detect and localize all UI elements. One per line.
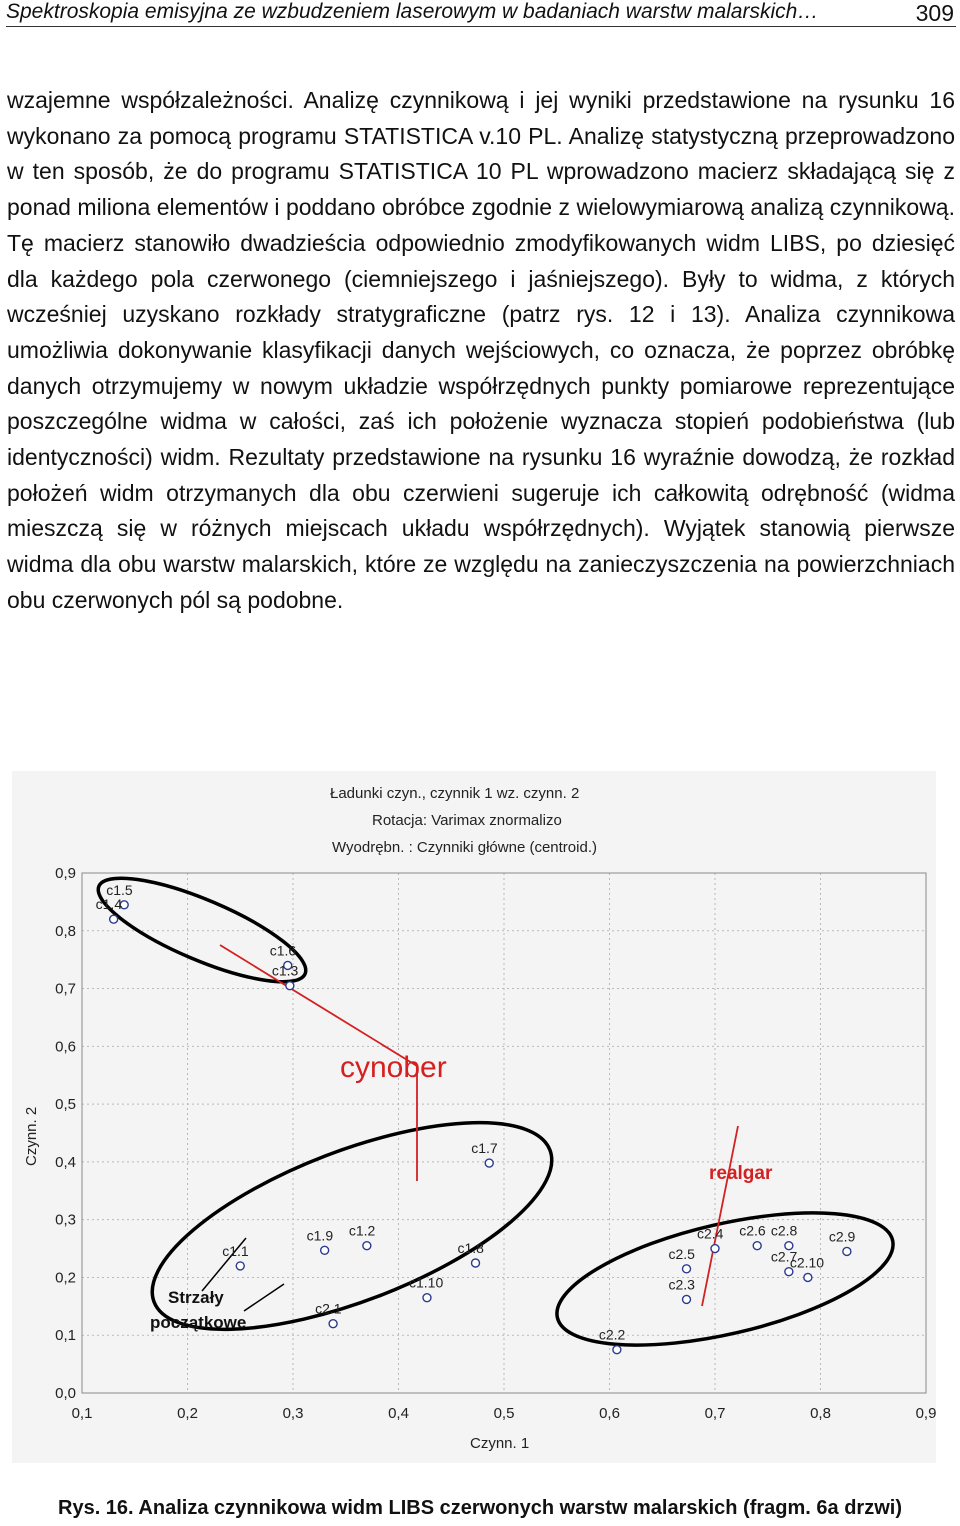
point-label: c2.6 [739, 1222, 766, 1239]
chart-title-line-2: Rotacja: Varimax znormalizo [372, 812, 562, 829]
y-tick-label: 0,7 [55, 980, 76, 998]
point-label: c2.2 [598, 1326, 626, 1343]
running-header [6, 0, 956, 27]
x-tick-label: 0,7 [704, 1405, 726, 1422]
point-label: c1.9 [306, 1227, 334, 1244]
point-label: c2.8 [770, 1222, 798, 1239]
pointer-line-cynober-1 [220, 945, 417, 1066]
y-tick-label: 0,1 [55, 1327, 76, 1345]
factor-analysis-figure [12, 771, 936, 1463]
data-point [286, 982, 294, 990]
ellipse-group-c2 [545, 1187, 905, 1372]
data-point [683, 1295, 691, 1303]
data-point [236, 1262, 244, 1270]
y-tick-label: 0,5 [55, 1096, 76, 1114]
running-title: Spektroskopia emisyjna ze wzbudzeniem laserowym w badaniach warstw malarskich… [6, 0, 819, 23]
point-label: c1.6 [269, 942, 297, 959]
page-number: 309 [915, 0, 954, 26]
y-tick-label: 0,2 [55, 1269, 76, 1287]
x-tick-label: 0,4 [388, 1405, 409, 1422]
data-point [843, 1247, 851, 1255]
y-tick-label: 0,3 [55, 1211, 76, 1229]
x-axis-label: Czynn. 1 [470, 1435, 530, 1452]
data-point [110, 915, 118, 923]
point-label: c2.7 [770, 1248, 798, 1265]
point-label: c2.10 [789, 1254, 825, 1271]
y-axis-label: Czynn. 2 [23, 1106, 40, 1166]
pointer-line-start-2 [244, 1284, 284, 1311]
point-label: c1.8 [457, 1240, 484, 1256]
x-tick-label: 0,9 [915, 1405, 936, 1422]
data-point [613, 1346, 621, 1354]
y-tick-label: 0,8 [55, 922, 76, 940]
point-label: c2.3 [668, 1276, 695, 1293]
x-tick-label: 0,1 [71, 1405, 93, 1422]
data-point [363, 1242, 371, 1250]
scatter-chart [12, 771, 936, 1463]
y-tick-label: 0,9 [55, 865, 76, 882]
x-tick-label: 0,2 [177, 1405, 198, 1422]
point-label: c1.10 [408, 1274, 444, 1291]
body-paragraph: wzajemne współzależności. Analizę czynnikową i jej wyniki przedstawione na rysunku 16 wykonano za pomocą programu STATISTICA v.10 PL. Analizę statystyczną przeprowadzono w ten sposób, że do programu STATISTICA 10 PL wprowadzono macierz składającą się z ponad miliona elementów i poddano obróbce zgodnie z wielowymiarową analizą czynnikową. Tę macierz stanowiło dwadzieścia odpowiednio zmodyfikowanych widm LIBS, po dziesięć dla każdego pola czerwonego (ciemniejszego i jaśniejszego). Były to widma, z których wcześniej uzyskano rozkłady stratygraficzne (patrz rys. 12 i 13). Analiza czynnikowa umożliwia dokonywanie klasyfikacji danych wejściowych, co oznacza, że poprzez obróbkę danych otrzymujemy w nowym układzie współrzędnych punkty pomiarowe reprezentujące poszczególne widma w całości, zaś ich położenie wyznacza stopień podobieństwa (lub identyczności) widm. Rezultaty przedstawione na rysunku 16 wyraźnie dowodzą, że rozkład położeń widm otrzymanych dla obu czerwieni sugeruje ich całkowitą odrębność (widma mieszczą się w różnych miejscach układu współrzędnych). Wyjątek stanowią pierwsze widma dla obu warstw malarskich, które ze względu na zanieczyszczenia na powierzchniach obu czerwonych pól są podobne. [7, 87, 955, 613]
data-point [423, 1294, 431, 1302]
x-tick-label: 0,3 [282, 1405, 304, 1422]
data-point [472, 1259, 480, 1267]
x-tick-label: 0,6 [599, 1405, 620, 1422]
annotation-strzaly: Strzały [168, 1288, 224, 1307]
point-label: c1.4 [95, 896, 123, 913]
point-label: c1.1 [222, 1242, 249, 1259]
annotation-poczatkowe: początkowe [150, 1313, 247, 1332]
point-label: c2.9 [828, 1228, 856, 1245]
point-label: c2.5 [668, 1245, 695, 1262]
y-tick-label: 0,6 [55, 1038, 76, 1056]
point-label: c1.3 [271, 962, 299, 979]
data-point [321, 1246, 329, 1254]
ellipse-group-c1-upper [87, 859, 317, 1002]
y-tick-label: 0,4 [55, 1153, 76, 1171]
point-label: c1.2 [348, 1222, 376, 1239]
data-point [711, 1245, 719, 1253]
point-label: c1.5 [106, 881, 133, 898]
chart-title-line-3: Wyodrębn. : Czynniki główne (centroid.) [332, 839, 597, 856]
pointer-line-realgar [702, 1126, 738, 1306]
x-tick-label: 0,8 [810, 1405, 831, 1422]
point-label: c2.1 [315, 1300, 342, 1317]
figure-caption: Rys. 16. Analiza czynnikowa widm LIBS czerwonych warstw malarskich (fragm. 6a drzwi) [58, 1497, 902, 1519]
x-tick-label: 0,5 [493, 1405, 515, 1422]
data-point [683, 1265, 691, 1273]
y-tick-label: 0,0 [55, 1385, 76, 1402]
data-point [485, 1159, 493, 1167]
chart-title-line-1: Ładunki czyn., czynnik 1 wz. czynn. 2 [330, 785, 580, 802]
data-point [753, 1242, 761, 1250]
data-point [329, 1320, 337, 1328]
data-point [804, 1273, 812, 1281]
point-label: c2.4 [697, 1225, 724, 1242]
annotation-realgar: realgar [709, 1163, 773, 1184]
annotation-cynober: cynober [340, 1051, 447, 1084]
point-label: c1.7 [471, 1140, 498, 1157]
